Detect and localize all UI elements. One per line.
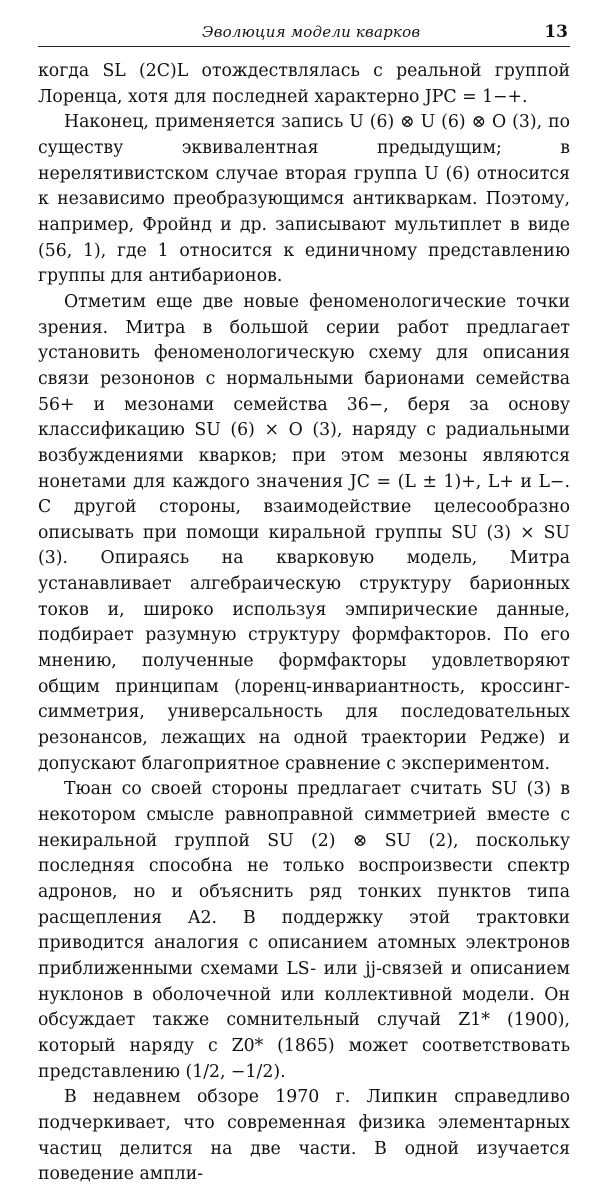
body-text — [38, 59, 570, 1188]
book-page — [38, 22, 570, 1188]
paragraph-tyuan: Тюан со своей стороны предлагает считать SU (3) в некотором смысле равноправной симметрией вместе с некиральной группой SU (2) ⊗ SU (2), поскольку последняя способна не только воспроизвести спектр адронов, но и объяснить ряд тонких пунктов типа расщепления A2. В поддержку этой трактовки приводится аналогия с описанием атомных электронов приближенными схемами LS- или jj-связей и описанием нуклонов в оболочечной или коллективной модели. Он обсуждает также сомнительный случай Z1* (1900), который наряду с Z0* (1865) может соответствовать представлению (1/2, −1/2). — [38, 779, 570, 1082]
paragraph-lipkin: В недавнем обзоре 1970 г. Липкин справедливо подчеркивает, что современная физика элементарных частиц делится на две части. В одной изучается поведение ампли- — [38, 1087, 570, 1185]
paragraph-u6-notation: Наконец, применяется запись U (6) ⊗ U (6) ⊗ O (3), по существу эквивалентная предыдущим; в нерелятивистском случае вторая группа U (6) относится к независимо преобразующимся антикваркам. Поэтому, например, Фройнд и др. записывают мультиплет в виде (56, 1), где 1 относится к единичному представлению группы для антибарионов. — [38, 112, 570, 287]
running-header — [38, 22, 570, 47]
paragraph-continuation: когда SL (2C)L отождествлялась с реальной группой Лоренца, хотя для последней характерно JPC = 1−+. — [38, 61, 570, 107]
page-number: 13 — [544, 22, 568, 42]
running-title: Эволюция модели кварков — [202, 23, 421, 41]
paragraph-mitra: Отметим еще две новые феноменологические точки зрения. Митра в большой серии работ предлагает установить феноменологическую схему для описания связи резононов с нормальными барионами семейства 56+ и мезонами семейства 36−, беря за основу классификацию SU (6) × O (3), наряду с радиальными возбуждениями кварков; при этом мезоны являются нонетами для каждого значения JC = (L ± 1)+, L+ и L−. С другой стороны, взаимодействие целесообразно описывать при помощи киральной группы SU (3) × SU (3). Опираясь на кварковую модель, Митра устанавливает алгебраическую структуру барионных токов и, широко используя эмпирические данные, подбирает разумную структуру формфакторов. По его мнению, полученные формфакторы удовлетворяют общим принципам (лоренц-инвариантность, кроссинг-симметрия, универсальность для последовательных резонансов, лежащих на одной траектории Редже) и допускают благоприятное сравнение с экспериментом. — [38, 291, 570, 774]
